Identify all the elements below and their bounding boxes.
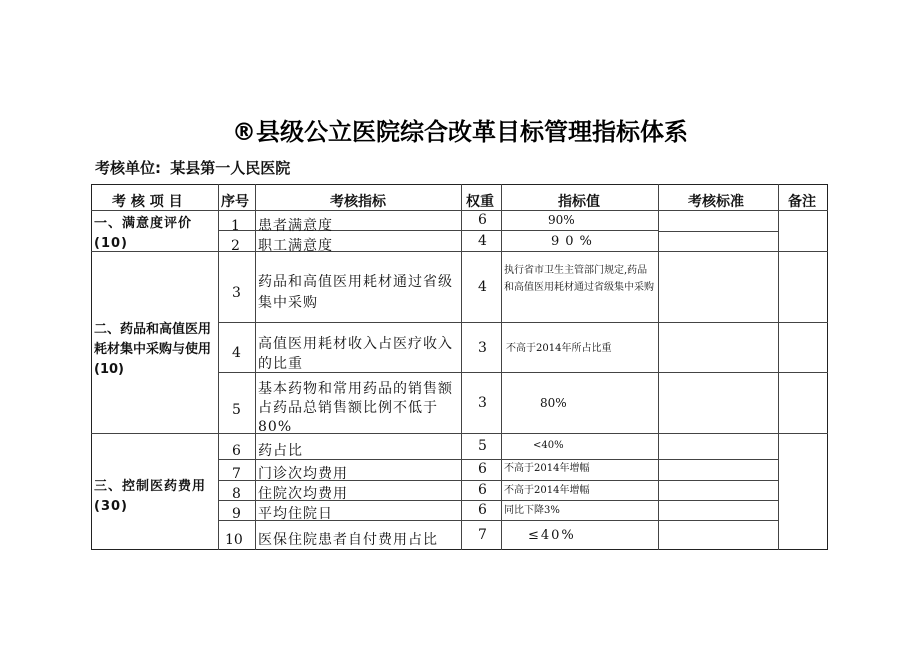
target-5: 80% <box>540 396 567 410</box>
header-seq: 序号 <box>221 194 249 210</box>
header-weight: 权重 <box>466 194 494 210</box>
weight-1: 6 <box>478 212 487 228</box>
target-2: 90% <box>551 234 598 249</box>
grid-line <box>91 433 828 434</box>
indicator-6: 药占比 <box>258 443 303 459</box>
weight-8: 6 <box>478 482 487 498</box>
grid-line <box>658 231 778 232</box>
weight-10: 7 <box>478 527 487 543</box>
category-cost-control: 三、控制医药费用(30) <box>94 479 207 514</box>
weight-3: 4 <box>478 279 487 295</box>
seq-1: 1 <box>231 218 240 234</box>
weight-7: 6 <box>478 461 487 477</box>
seq-10: 10 <box>225 532 243 548</box>
target-4: 不高于2014年所占比重 <box>506 343 612 354</box>
target-6: <40% <box>533 440 564 451</box>
target-9: 同比下降3% <box>504 505 560 516</box>
category-satisfaction: 一、满意度评价(10) <box>94 216 193 251</box>
indicator-9: 平均住院日 <box>258 506 333 522</box>
indicator-3: 药品和高值医用耗材通过省级集中采购 <box>258 274 453 311</box>
grid-line <box>501 184 502 550</box>
seq-3: 3 <box>232 285 241 301</box>
seq-7: 7 <box>232 466 241 482</box>
weight-5: 3 <box>478 395 487 411</box>
seq-2: 2 <box>231 238 240 254</box>
weight-4: 3 <box>478 340 487 356</box>
indicator-8: 住院次均费用 <box>258 486 348 502</box>
seq-9: 9 <box>232 506 241 522</box>
target-3: 执行省市卫生主管部门规定,药品和高值医用耗材通过省级集中采购 <box>504 265 654 293</box>
unit-label: 考核单位: <box>95 159 161 177</box>
indicator-4: 高值医用耗材收入占医疗收入的比重 <box>258 336 453 372</box>
assessment-unit <box>95 157 290 178</box>
weight-9: 6 <box>478 502 487 518</box>
indicator-2: 职工满意度 <box>258 238 333 254</box>
target-10: ≤40% <box>528 528 576 543</box>
page-title: ®县级公立医院综合改革目标管理指标体系 <box>232 118 688 146</box>
category-procurement: 二、药品和高值医用耗材集中采购与使用(10) <box>94 322 212 377</box>
seq-5: 5 <box>232 402 241 418</box>
grid-line <box>218 322 828 323</box>
weight-6: 5 <box>478 438 487 454</box>
target-7: 不高于2014年增幅 <box>504 463 590 474</box>
header-target: 指标值 <box>558 194 600 210</box>
grid-line <box>778 184 779 550</box>
seq-8: 8 <box>232 486 241 502</box>
indicator-5: 基本药物和常用药品的销售额占药品总销售额比例不低于80% <box>258 381 453 433</box>
header-standard: 考核标准 <box>688 194 744 210</box>
header-remark: 备注 <box>788 194 816 210</box>
indicator-1: 患者满意度 <box>258 218 333 234</box>
weight-2: 4 <box>478 233 487 249</box>
grid-line <box>461 184 462 550</box>
unit-value: 某县第一人民医院 <box>170 159 291 177</box>
target-1: 90% <box>548 213 575 227</box>
grid-line <box>255 184 256 550</box>
target-8: 不高于2014年增幅 <box>504 485 590 496</box>
header-indicator: 考核指标 <box>330 194 386 210</box>
seq-6: 6 <box>232 443 241 459</box>
header-category: 考 核 项 目 <box>112 194 183 210</box>
seq-4: 4 <box>232 345 241 361</box>
indicator-7: 门诊次均费用 <box>258 466 348 482</box>
grid-line <box>658 184 659 550</box>
indicator-10: 医保住院患者自付费用占比 <box>258 532 438 548</box>
grid-line <box>218 184 219 550</box>
